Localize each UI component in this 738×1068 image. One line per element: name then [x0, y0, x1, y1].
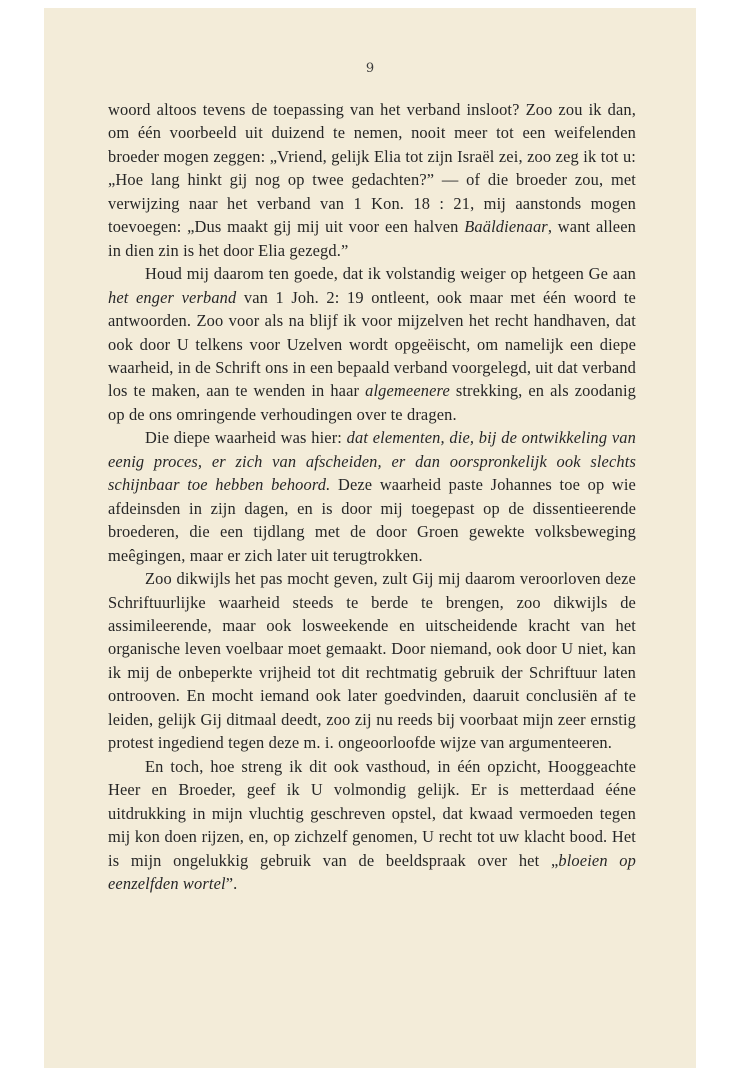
- paragraph: [108, 98, 636, 262]
- text-run: , want alleen in dien zin is het door Elia gezegd.”: [108, 217, 637, 260]
- paragraph: [108, 262, 636, 426]
- text-run: ”.: [225, 873, 238, 893]
- text-run: Zoo dikwijls het pas mocht geven, zult Gij mij daarom veroorloven deze Schriftuurlijke waarheid steeds te berde te brengen, zoo dikwijls de assimileerende, maar ook losweekende en uitscheidende kracht van het organische leven voelbaar moet gemaakt. Door niemand, ook door U niet, kan ik mij de onbeperkte vrijheid tot dit rechtmatig gebruik der Schriftuur laten ontrooven. En mocht iemand ook later goedvinden, daaruit conclusiën af te leiden, gelijk Gij ditmaal deedt, zoo zij nu reeds bij voorbaat mijn zeer ernstig protest ingediend tegen deze m. i. ongeoorloofde wijze van argumenteeren.: [108, 569, 636, 753]
- paragraph: [108, 567, 636, 755]
- italic-text: Baäldienaar: [464, 217, 548, 237]
- paragraph: [108, 755, 636, 896]
- page-number: 9: [365, 61, 375, 76]
- body-text: [108, 98, 636, 895]
- text-run: woord altoos tevens de toepassing van het verband insloot? Zoo zou ik dan, om één voorbeeld uit duizend te nemen, nooit meer tot een weifelenden broeder mogen zeggen: „Vriend, gelijk Elia tot zijn Israël zei, zoo zeg ik tot u: „Hoe lang hinkt gij nog op twee gedachten?” — of die broeder zou, met verwijzing naar het verband van 1 Kon. 18 : 21, mij aanstonds mogen toevoegen: „Dus maakt gij mij uit voor een halven: [108, 100, 636, 237]
- text-run: strekking, en als zoodanig op de ons omringende verhoudingen over te dragen.: [108, 381, 636, 424]
- text-run: Houd mij daarom ten goede, dat ik volstandig weiger op hetgeen Ge aan: [145, 264, 636, 284]
- text-run: van 1 Joh. 2: 19 ontleent, ook maar met één woord te antwoorden. Zoo voor als na blijf ik voor mijzelven het recht handhaven, dat ook door U telkens voor Uzelven wordt opgeëischt, om namelijk een diepe waarheid, in de Schrift ons in een bepaald verband voorgelegd, uit dat verband los te maken, aan te wenden in haar: [108, 287, 636, 401]
- italic-text: algemeenere: [365, 381, 450, 401]
- paragraph: [108, 426, 636, 567]
- book-page: [44, 8, 696, 1068]
- text-run: Deze waarheid paste Johannes toe op wie afdeinsden in zijn dagen, en is door mij toegepast op de dissentieerende broederen, die een tijdlang met de door Groen gewekte volksbeweging meêgingen, maar er zich later uit terugtrokken.: [108, 475, 636, 565]
- text-run: En toch, hoe streng ik dit ook vasthoud, in één opzicht, Hooggeachte Heer en Broeder, geef ik U volmondig gelijk. Er is metterdaad ééne uitdrukking in mijn vluchtig geschreven opstel, dat kwaad vermoeden tegen mij kon doen rijzen, en, op zichzelf genomen, U recht tot uw klacht bood. Het is mijn ongelukkig gebruik van de beeldspraak over het „: [108, 756, 636, 870]
- italic-text: bloeien op eenzelfden wortel: [108, 850, 636, 893]
- text-run: Die diepe waarheid was hier:: [145, 428, 347, 448]
- italic-text: dat elementen, die, bij de ontwikkeling van eenig proces, er zich van afscheiden, er dan oorspronkelijk ook slechts schijnbaar toe hebben behoord.: [108, 428, 636, 495]
- italic-text: het enger verband: [108, 287, 237, 307]
